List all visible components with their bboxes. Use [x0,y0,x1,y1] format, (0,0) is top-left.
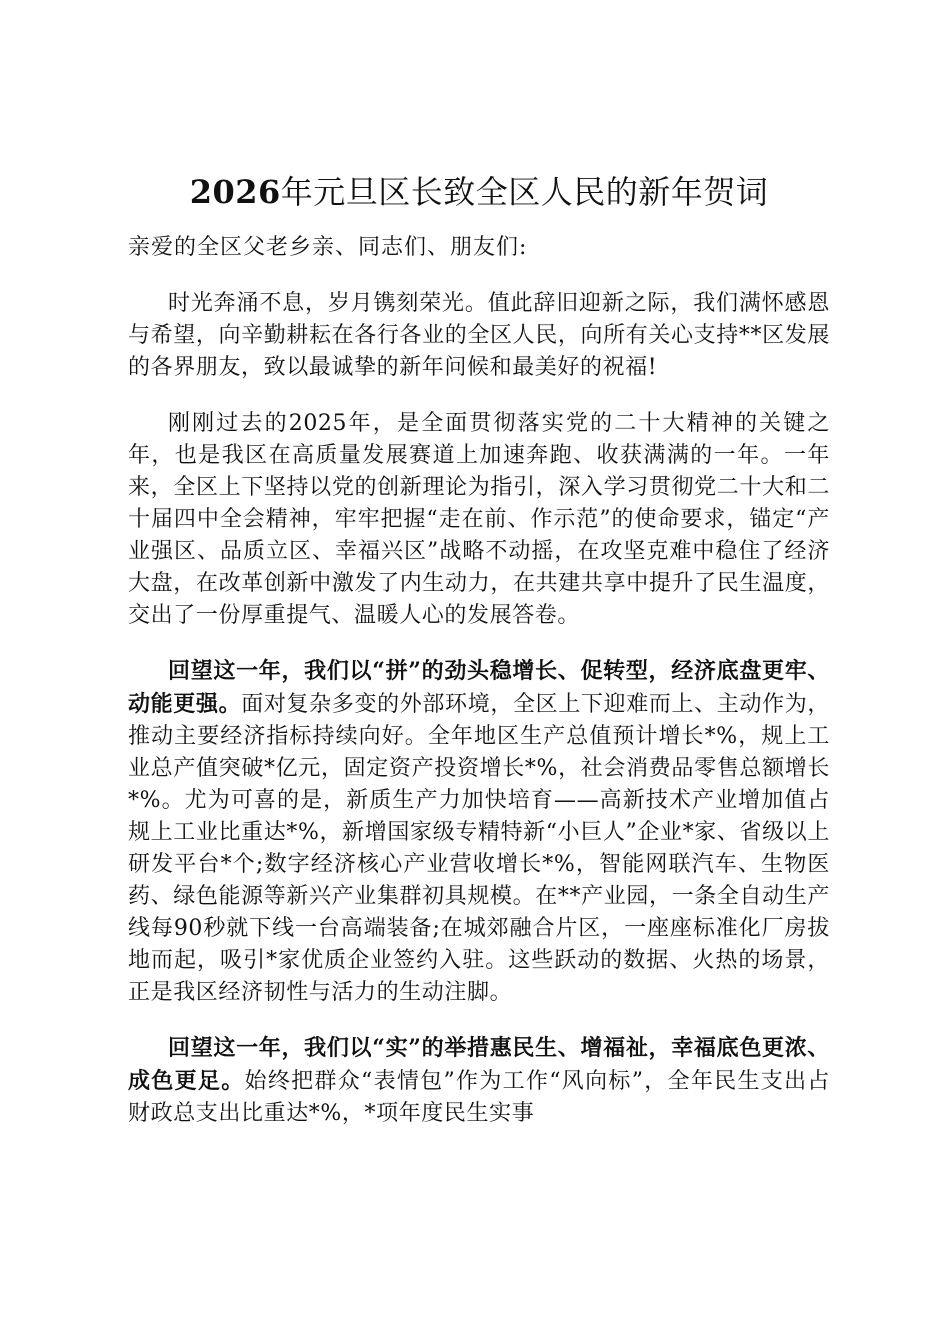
paragraph-body: 刚刚过去的2025年，是全面贯彻落实党的二十大精神的关键之年，也是我区在高质量发展赛道上加速奔跑、收获满满的一年。一年来，全区上下坚持以党的创新理论为指引，深入学习贯彻党二十大和二十届四中全会精神，牢牢把握“走在前、作示范”的使命要求，锚定“产业强区、品质立区、幸福兴区”战略不动摇，在攻坚克难中稳住了经济大盘，在改革创新中激发了内生动力，在共建共享中提升了民生温度，交出了一份厚重提气、温暖人心的发展答卷。 [128,411,830,628]
paragraph-body: 时光奔涌不息，岁月镌刻荣光。值此辞旧迎新之际，我们满怀感恩与希望，向辛勤耕耘在各行各业的全区人民，向所有关心支持**区发展的各界朋友，致以最诚挚的新年问候和最美好的祝福! [128,291,830,380]
salutation: 亲爱的全区父老乡亲、同志们、朋友们: [128,235,528,260]
paragraph-review-2025 [128,407,830,632]
paragraph-greeting [128,287,830,384]
paragraph-body: 面对复杂多变的外部环境，全区上下迎难而上、主动作为，推动主要经济指标持续向好。全年地区生产总值预计增长*%，规上工业总产值突破*亿元，固定资产投资增长*%，社会消费品零售总额增长*%。尤为可喜的是，新质生产力加快培育——高新技术产业增加值占规上工业比重达*%，新增国家级专精特新“小巨人”企业*家、省级以上研发平台*个;数字经济核心产业营收增长*%，智能网联汽车、生物医药、绿色能源等新兴产业集群初具规模。在**产业园，一条全自动生产线每90秒就下线一台高端装备;在城郊融合片区，一座座标准化厂房拔地而起，吸引*家优质企业签约入驻。这些跃动的数据、火热的场景，正是我区经济韧性与活力的生动注脚。 [128,692,830,1005]
document-title [128,168,830,216]
paragraph-livelihood [128,1032,830,1130]
paragraph-body: 始终把群众“表情包”作为工作“风向标”，全年民生支出占财政总支出比重达*%，*项年度民生实事 [128,1069,830,1126]
document-page [128,168,830,1153]
title-text: 年元旦区长致全区人民的新年贺词 [280,173,769,211]
paragraph-lead: 回望这一年，我们以“拼”的劲头稳增长、促转型，经济底盘更牢、动能更强。 [128,658,830,717]
title-year: 2026 [189,173,281,211]
paragraph-economy [128,655,830,1009]
paragraph-lead: 回望这一年，我们以“实”的举措惠民生、增福祉，幸福底色更浓、成色更足。 [128,1035,830,1094]
